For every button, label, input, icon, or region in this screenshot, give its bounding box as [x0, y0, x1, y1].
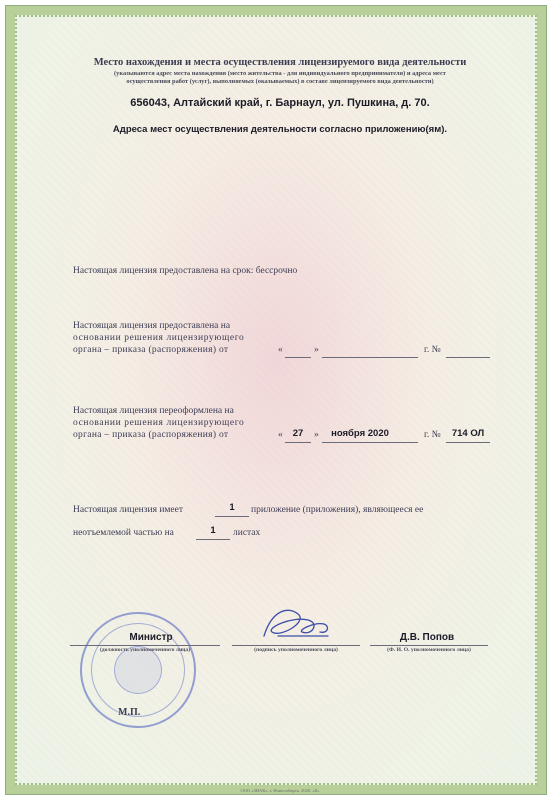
header-note-1: (указываются адрес места нахождения (место жительства - для индивидуального предпринимателя) и адреса мест: [114, 70, 446, 77]
name-line: [370, 645, 488, 646]
appendix-suffix: приложение (приложения), являющееся ее: [251, 505, 424, 515]
appendix-prefix: Настоящая лицензия имеет: [73, 505, 184, 515]
reissued-open-quote: «: [278, 430, 283, 440]
granted-line-1: Настоящая лицензия предоставлена на: [73, 321, 231, 331]
granted-line-3: органа – приказа (распоряжения) от: [73, 345, 229, 355]
reissued-number: 714 ОЛ: [451, 428, 485, 439]
signature-caption: (подпись уполномоченного лица): [254, 647, 338, 653]
signatory-name: Д.В. Попов: [399, 632, 455, 643]
term-text: Настоящая лицензия предоставлена на срок: бессрочно: [73, 266, 298, 276]
signatory-position: Министр: [129, 632, 173, 643]
reissued-month-year: ноября 2020: [331, 428, 389, 439]
granted-open-quote: «: [278, 345, 283, 355]
position-caption: (должность уполномоченного лица): [99, 647, 191, 653]
granted-close-quote: »: [314, 345, 319, 355]
reissued-day-line: [285, 442, 311, 443]
reissued-line-2: основании решения лицензирующего: [73, 418, 245, 428]
header-title: Место нахождения и места осуществления лицензируемого вида деятельности: [93, 57, 467, 68]
granted-line-2: основании решения лицензирующего: [73, 333, 245, 343]
appendix-line2-suffix: листах: [233, 528, 261, 538]
name-caption: (Ф. И. О. уполномоченного лица): [387, 647, 471, 653]
reissued-close-quote: »: [314, 430, 319, 440]
appendix-count: 1: [229, 502, 235, 513]
appendix-count-line: [215, 516, 249, 517]
granted-number-line: [446, 357, 490, 358]
address-note: Адреса мест осуществления деятельности согласно приложению(ям).: [112, 124, 448, 135]
stamp-place-mark: М.П.: [118, 707, 141, 718]
reissued-year-label: г. №: [424, 430, 441, 440]
granted-year-label: г. №: [424, 345, 441, 355]
header-note-2: осуществления работ (услуг), выполняемых (оказываемых) в составе лицензируемого вида деятельности): [126, 78, 434, 85]
reissued-line-3: органа – приказа (распоряжения) от: [73, 430, 229, 440]
appendix-line2-prefix: неотъемлемой частью на: [73, 528, 174, 538]
signature-image: [258, 602, 338, 646]
appendix-sheets-line: [196, 539, 230, 540]
position-line: [70, 645, 220, 646]
signature-line: [232, 645, 360, 646]
granted-month-line: [322, 357, 418, 358]
granted-day-line: [285, 357, 311, 358]
appendix-sheets: 1: [210, 525, 216, 536]
printer-imprint: ООО «ЗНАК», г. Новосибирск, 2020, «Б»: [240, 788, 320, 793]
reissued-number-line: [446, 442, 490, 443]
reissued-month-line: [322, 442, 418, 443]
reissued-line-1: Настоящая лицензия переоформлена на: [73, 406, 234, 416]
address: 656043, Алтайский край, г. Барнаул, ул. Пушкина, д. 70.: [130, 97, 430, 109]
seal-emblem: [114, 646, 162, 694]
reissued-day: 27: [292, 428, 304, 439]
